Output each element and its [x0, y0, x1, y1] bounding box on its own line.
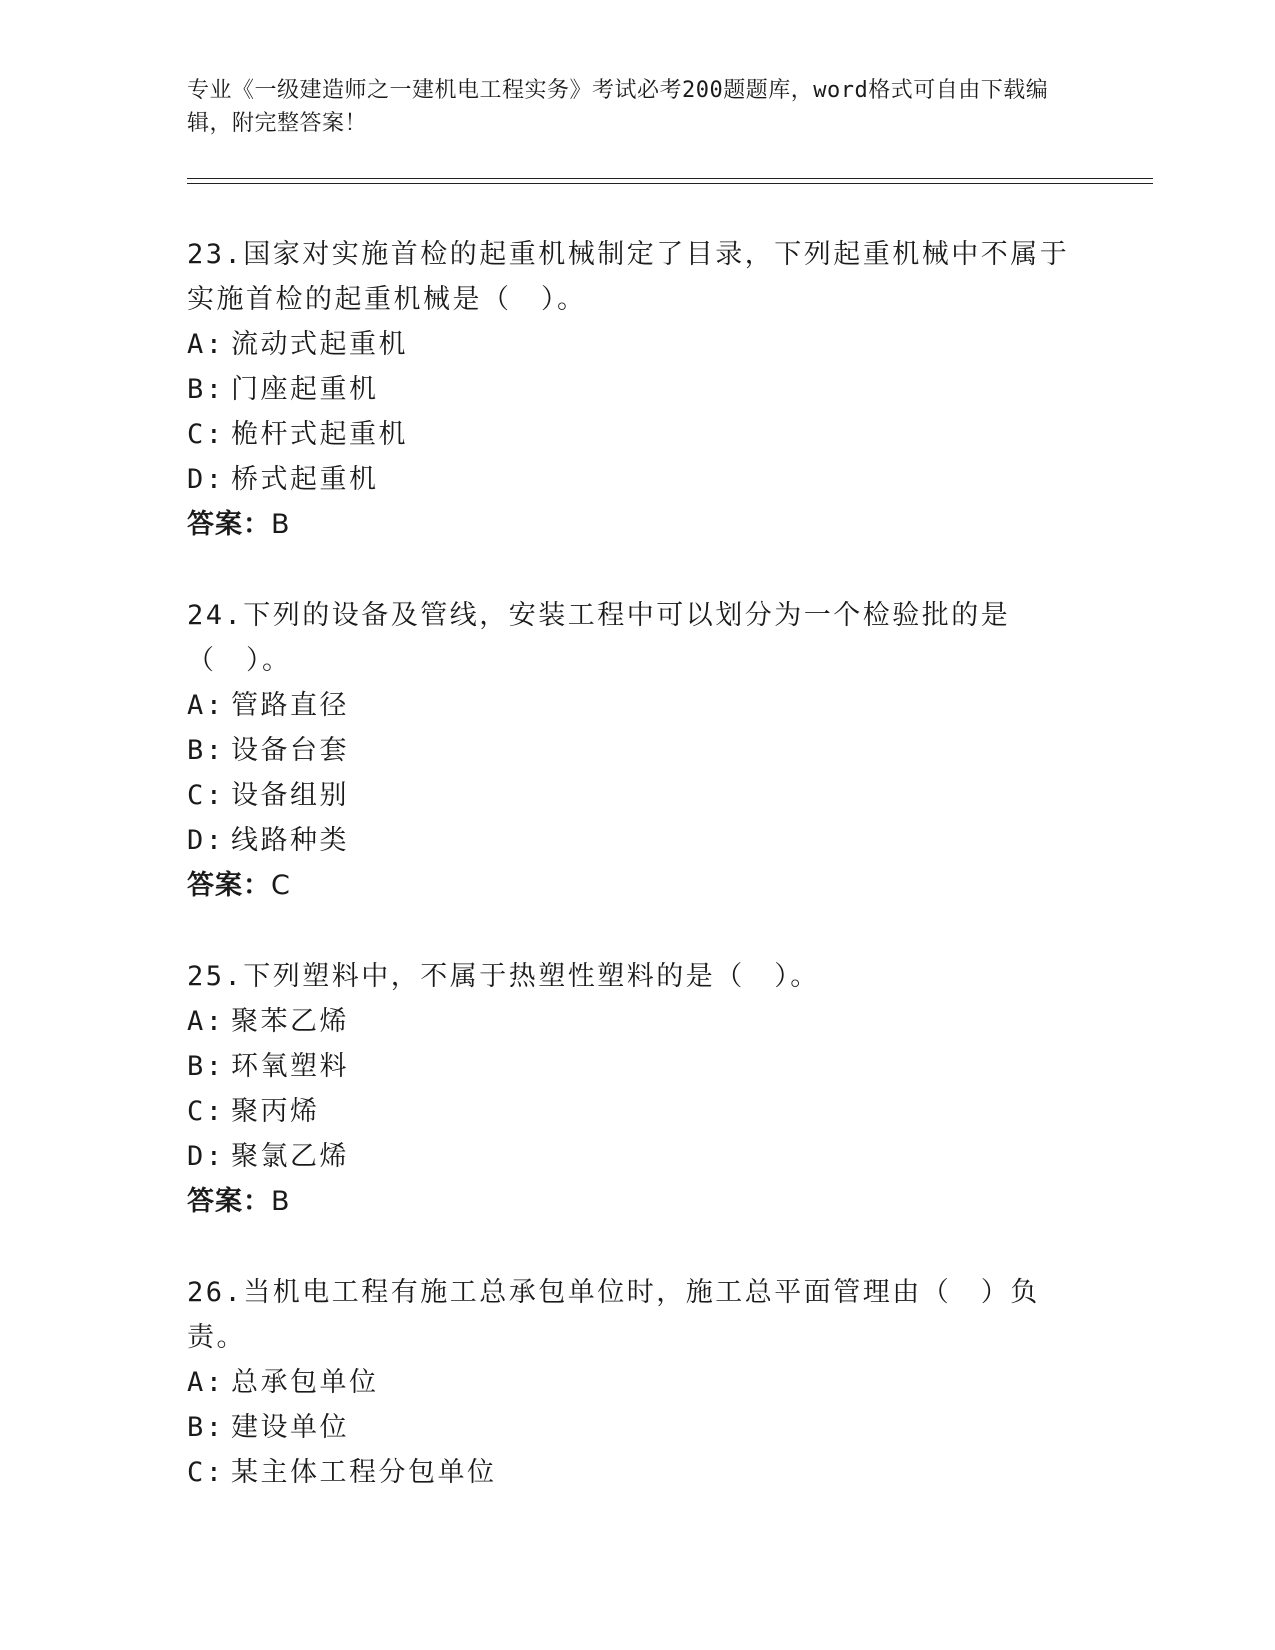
option-label: C:	[187, 780, 225, 811]
option-label: D:	[187, 1141, 225, 1172]
option-text: 流动式起重机	[231, 329, 408, 360]
option-text: 某主体工程分包单位	[231, 1457, 497, 1488]
option-text: 聚苯乙烯	[231, 1006, 349, 1037]
answer-option	[187, 1360, 1087, 1405]
answer-option	[187, 322, 1087, 367]
answer-option	[187, 1134, 1087, 1179]
answer-option	[187, 773, 1087, 818]
question-number: 25.	[187, 961, 244, 992]
option-label: D:	[187, 825, 225, 856]
option-text: 桥式起重机	[231, 464, 379, 495]
answer-option	[187, 1044, 1087, 1089]
question-block	[187, 593, 1087, 909]
question-number: 26.	[187, 1277, 244, 1308]
question-block	[187, 1270, 1087, 1495]
answer-option	[187, 457, 1087, 502]
question-list	[187, 232, 1087, 1540]
option-text: 环氧塑料	[231, 1051, 349, 1082]
answer-option	[187, 1405, 1087, 1450]
question-body: 下列的设备及管线，安装工程中可以划分为一个检验批的是（ ）。	[187, 600, 1011, 676]
option-label: C:	[187, 1457, 225, 1488]
answer-value: B	[271, 509, 291, 540]
question-number: 23.	[187, 239, 244, 270]
answer-option	[187, 1089, 1087, 1134]
option-text: 设备组别	[231, 780, 349, 811]
header-rule-top	[187, 178, 1153, 179]
answer-value: B	[271, 1186, 291, 1217]
option-text: 聚氯乙烯	[231, 1141, 349, 1172]
option-label: C:	[187, 1096, 225, 1127]
option-text: 设备台套	[231, 735, 349, 766]
header-rule-bottom	[187, 183, 1153, 184]
answer-line	[187, 1179, 1087, 1225]
question-text	[187, 954, 1087, 999]
answer-option	[187, 1450, 1087, 1495]
option-text: 管路直径	[231, 690, 349, 721]
question-block	[187, 232, 1087, 548]
option-label: B:	[187, 1412, 225, 1443]
option-label: B:	[187, 374, 225, 405]
option-text: 门座起重机	[231, 374, 379, 405]
document-header: 专业《一级建造师之一建机电工程实务》考试必考200题题库，word格式可自由下载编辑，附完整答案！	[187, 78, 1049, 136]
option-label: A:	[187, 1006, 225, 1037]
question-body: 国家对实施首检的起重机械制定了目录，下列起重机械中不属于实施首检的起重机械是（ ）。	[187, 239, 1070, 315]
answer-option	[187, 728, 1087, 773]
option-text: 总承包单位	[231, 1367, 379, 1398]
answer-label: 答案：	[187, 509, 271, 540]
question-text	[187, 232, 1087, 322]
option-text: 建设单位	[231, 1412, 349, 1443]
option-text: 聚丙烯	[231, 1096, 320, 1127]
answer-option	[187, 367, 1087, 412]
question-number: 24.	[187, 600, 244, 631]
option-label: C:	[187, 419, 225, 450]
option-text: 线路种类	[231, 825, 349, 856]
question-block	[187, 954, 1087, 1225]
answer-option	[187, 683, 1087, 728]
option-label: B:	[187, 1051, 225, 1082]
option-label: D:	[187, 464, 225, 495]
answer-line	[187, 863, 1087, 909]
option-text: 桅杆式起重机	[231, 419, 408, 450]
answer-line	[187, 502, 1087, 548]
option-label: A:	[187, 690, 225, 721]
answer-value: C	[271, 870, 291, 901]
question-text	[187, 593, 1087, 683]
question-body: 当机电工程有施工总承包单位时，施工总平面管理由（ ）负责。	[187, 1277, 1040, 1353]
option-label: A:	[187, 329, 225, 360]
option-label: B:	[187, 735, 225, 766]
question-body: 下列塑料中，不属于热塑性塑料的是（ ）。	[243, 961, 820, 992]
answer-label: 答案：	[187, 1186, 271, 1217]
answer-label: 答案：	[187, 870, 271, 901]
answer-option	[187, 412, 1087, 457]
answer-option	[187, 999, 1087, 1044]
question-text	[187, 1270, 1087, 1360]
answer-option	[187, 818, 1087, 863]
option-label: A:	[187, 1367, 225, 1398]
